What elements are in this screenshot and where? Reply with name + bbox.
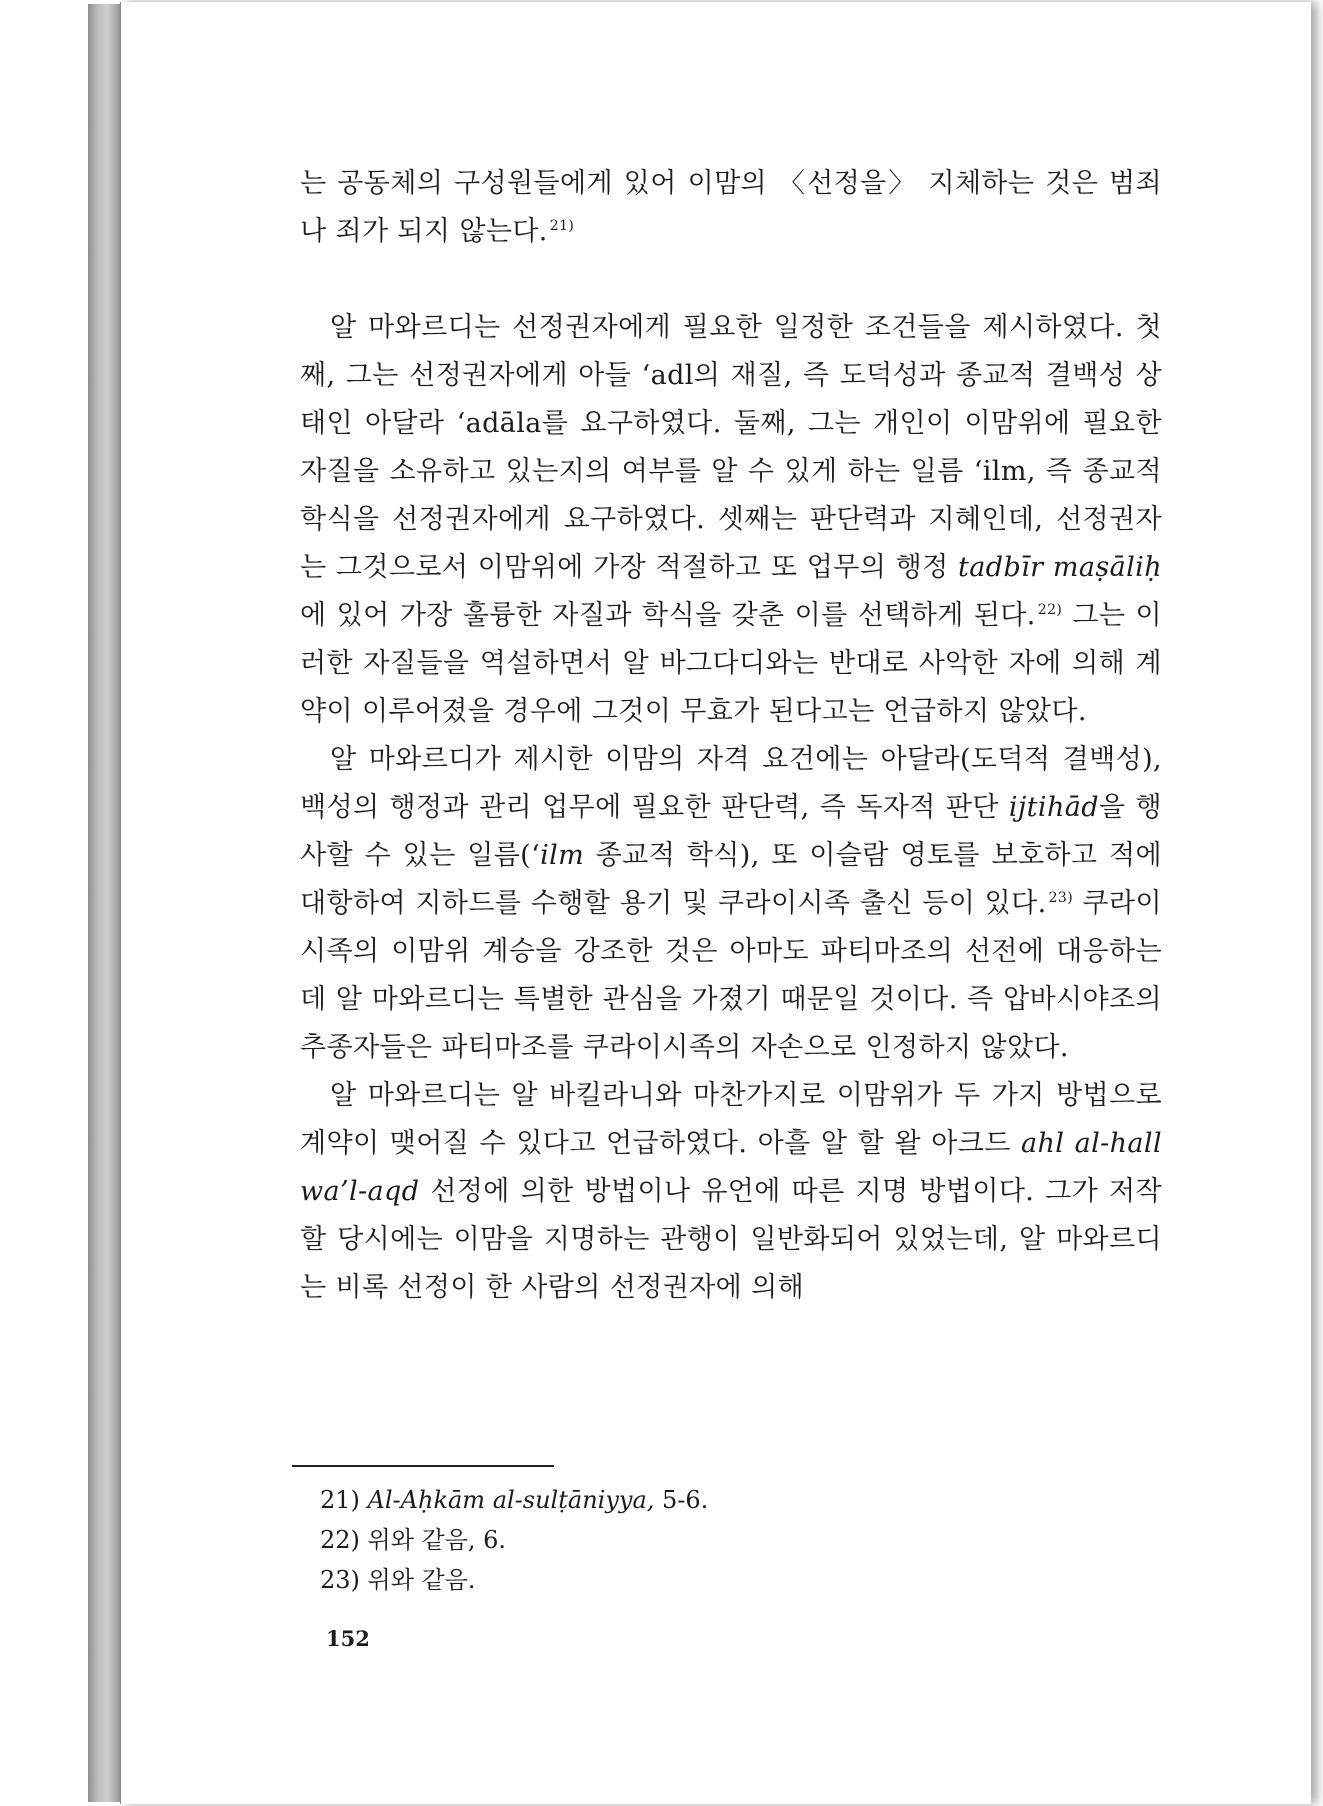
- footnote-divider: [292, 1465, 554, 1467]
- footnote-22: 22) 위와 같음, 6.: [320, 1526, 507, 1554]
- footnote-21: 21) Al-Aḥkām al-sulṭāniyya, 5-6.: [320, 1486, 709, 1514]
- paragraph-continuation: 는 공동체의 구성원들에게 있어 이맘의 〈선정을〉 지체하는 것은 범죄나 죄가 되지 않는다. $^{21)}$: [300, 168, 1162, 247]
- body-text: [300, 160, 1162, 1312]
- paragraph-imam-qualifications: 알 마와르디가 제시한 이맘의 자격 요건에는 아달라(도덕적 결백성), 백성의 행정과 관리 업무에 필요한 판단력, 즉 독자적 판단 ijtihād을 행사할 수 있는 일름(‘ilm 종교적 학식), 또 이슬람 영토를 보호하고 적에 대항하여 지하드를 수행할 용기 및 쿠라이시족 출신 등이 있다. $^{23)}$ 쿠라이시족의 이맘위 계승을 강조한 것은 아마도 파티마조의 선전에 대응하는데 알 마와르디는 특별한 관심을 가졌기 때문일 것이다. 즉 압바시야조의 추종자들은 파티마조를 쿠라이시족의 자손으로 인정하지 않았다.: [300, 744, 1162, 1063]
- italic-term: ijtihād: [1008, 792, 1099, 823]
- italic-term: tadbīr maṣāliḥ: [958, 552, 1163, 583]
- footnote-ref-22: 22): [1037, 602, 1063, 618]
- paragraph-electors-conditions: 알 마와르디는 선정권자에게 필요한 일정한 조건들을 제시하였다. 첫째, 그는 선정권자에게 아들 ‘adl의 재질, 즉 도덕성과 종교적 결백성 상태인 아달라 ‘adāla를 요구하였다. 둘째, 그는 개인이 이맘위에 필요한 자질을 소유하고 있는지의 여부를 알 수 있게 하는 일름 ‘ilm, 즉 종교적 학식을 선정권자에게 요구하였다. 셋째는 판단력과 지혜인데, 선정권자는 그것으로서 이맘위에 가장 적절하고 또 업무의 행정 tadbīr maṣāliḥ에 있어 가장 훌륭한 자질과 학식을 갖춘 이를 선택하게 된다. $^{22)}$ 그는 이러한 자질들을 역설하면서 알 바그다디와는 반대로 사악한 자에 의해 계약이 이루어졌을 경우에 그것이 무효가 된다고는 언급하지 않았다.: [300, 312, 1163, 727]
- page-number: 152: [326, 1626, 370, 1651]
- italic-term: ilm: [540, 840, 585, 871]
- book-spine: [88, 4, 120, 1802]
- footnotes: [320, 1480, 920, 1600]
- footnote-23: 23) 위와 같음.: [320, 1566, 476, 1594]
- footnote-ref-21: 21): [549, 218, 575, 234]
- italic-term: ahl al-hall wa’l-aqd: [300, 1128, 1162, 1207]
- footnote-ref-23: 23): [1048, 890, 1074, 906]
- paragraph-contract-methods: 알 마와르디는 알 바킬라니와 마찬가지로 이맘위가 두 가지 방법으로 계약이 맺어질 수 있다고 언급하였다. 아흘 알 할 왈 아크드 ahl al-hall wa’l-aqd 선정에 의한 방법이나 유언에 따른 지명 방법이다. 그가 저작할 당시에는 이맘을 지명하는 관행이 일반화되어 있었는데, 알 마와르디는 비록 선정이 한 사람의 선정권자에 의해: [300, 1080, 1162, 1303]
